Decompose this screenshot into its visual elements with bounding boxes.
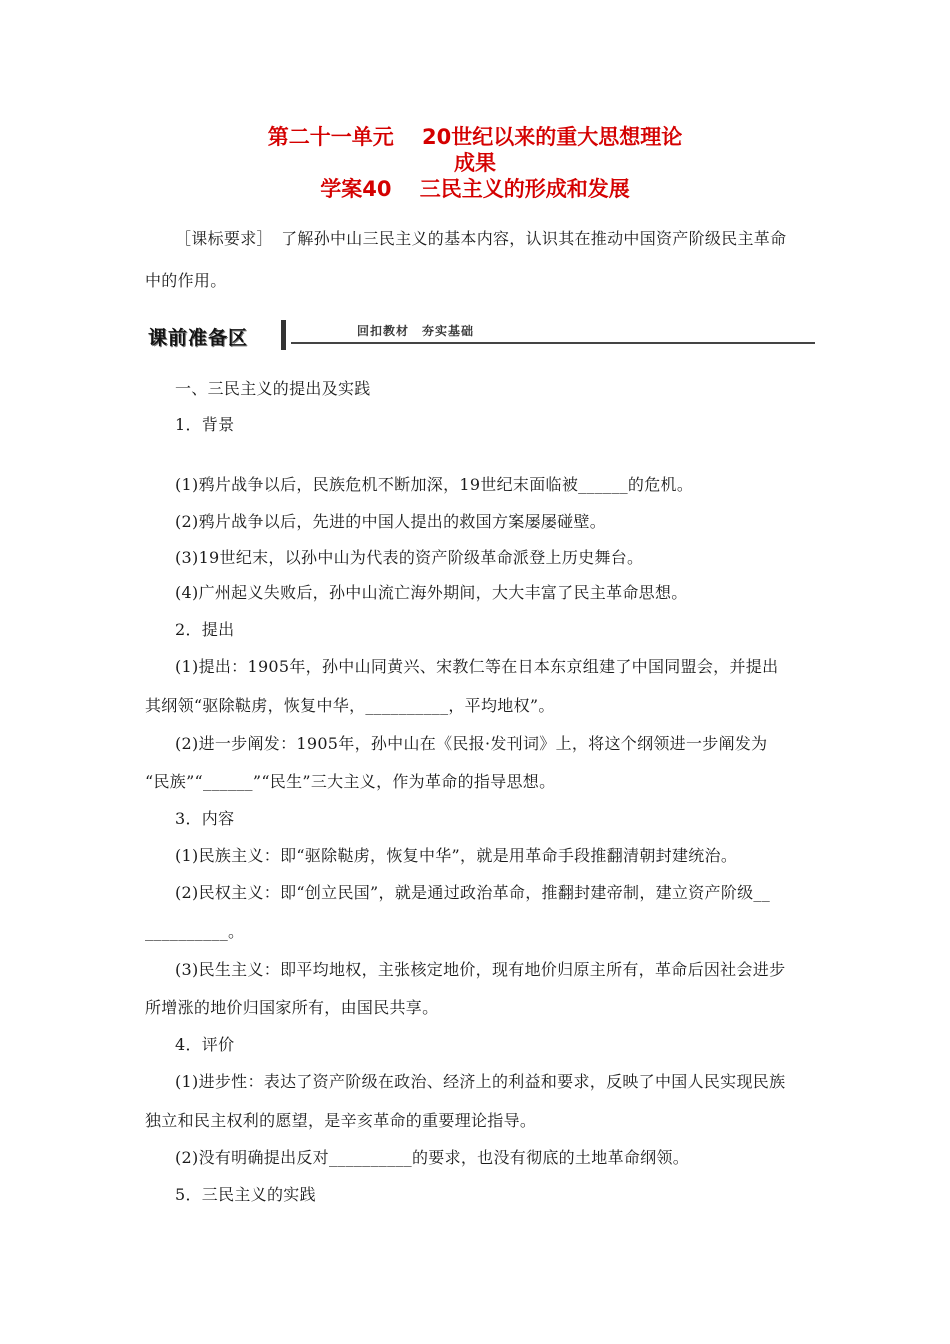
body-paragraph-continued: “民族”“______”“民生”三大主义，作为革命的指导思想。: [145, 772, 556, 791]
section-banner-divider: [281, 320, 286, 350]
body-paragraph: (2)民权主义：即“创立民国”，就是通过政治革命，推翻封建帝制，建立资产阶级__: [175, 883, 771, 902]
body-paragraph-continued: __________。: [145, 922, 245, 941]
section-heading: 一、三民主义的提出及实践: [175, 379, 371, 398]
body-paragraph: (4)广州起义失败后，孙中山流亡海外期间，大大丰富了民主革命思想。: [175, 583, 688, 602]
body-paragraph: (1)提出：1905年，孙中山同黄兴、宋教仁等在日本东京组建了中国同盟会，并提出: [175, 657, 779, 676]
unit-title: 第二十一单元 20世纪以来的重大思想理论: [267, 125, 683, 149]
body-paragraph: (3)19世纪末，以孙中山为代表的资产阶级革命派登上历史舞台。: [175, 548, 644, 567]
body-paragraph-continued: 所增涨的地价归国家所有，由国民共享。: [145, 998, 439, 1017]
curriculum-requirement: ［课标要求］ 了解孙中山三民主义的基本内容，认识其在推动中国资产阶级民主革命: [175, 229, 787, 248]
body-paragraph: (1)鸦片战争以后，民族危机不断加深，19世纪末面临被______的危机。: [175, 475, 694, 494]
curriculum-requirement-continued: 中的作用。: [145, 271, 227, 290]
subsection-heading: 1．背景: [175, 415, 235, 434]
subsection-heading: 3．内容: [175, 809, 235, 828]
section-banner-subtitle: 回扣教材 夯实基础: [357, 324, 475, 338]
body-paragraph: (2)鸦片战争以后，先进的中国人提出的救国方案屡屡碰壁。: [175, 512, 607, 531]
section-banner-label: 课前准备区: [148, 327, 249, 349]
body-paragraph-continued: 独立和民主权利的愿望，是辛亥革命的重要理论指导。: [145, 1111, 537, 1130]
body-paragraph: (1)进步性：表达了资产阶级在政治、经济上的利益和要求，反映了中国人民实现民族: [175, 1072, 786, 1091]
section-banner: [145, 320, 815, 352]
body-paragraph: (3)民生主义：即平均地权，主张核定地价，现有地价归原主所有，革命后因社会进步: [175, 960, 786, 979]
unit-title-continued: 成果: [454, 151, 496, 175]
section-banner-rule: [291, 342, 815, 344]
subsection-heading: 5．三民主义的实践: [175, 1185, 316, 1204]
body-paragraph: (2)没有明确提出反对__________的要求，也没有彻底的土地革命纲领。: [175, 1148, 690, 1167]
body-paragraph: (2)进一步阐发：1905年，孙中山在《民报·发刊词》上，将这个纲领进一步阐发为: [175, 734, 768, 753]
subsection-heading: 2．提出: [175, 620, 235, 639]
body-paragraph: (1)民族主义：即“驱除鞑虏，恢复中华”，就是用革命手段推翻清朝封建统治。: [175, 846, 738, 865]
lesson-title: 学案40 三民主义的形成和发展: [320, 177, 630, 201]
subsection-heading: 4．评价: [175, 1035, 235, 1054]
body-paragraph-continued: 其纲领“驱除鞑虏，恢复中华，__________，平均地权”。: [145, 696, 555, 715]
